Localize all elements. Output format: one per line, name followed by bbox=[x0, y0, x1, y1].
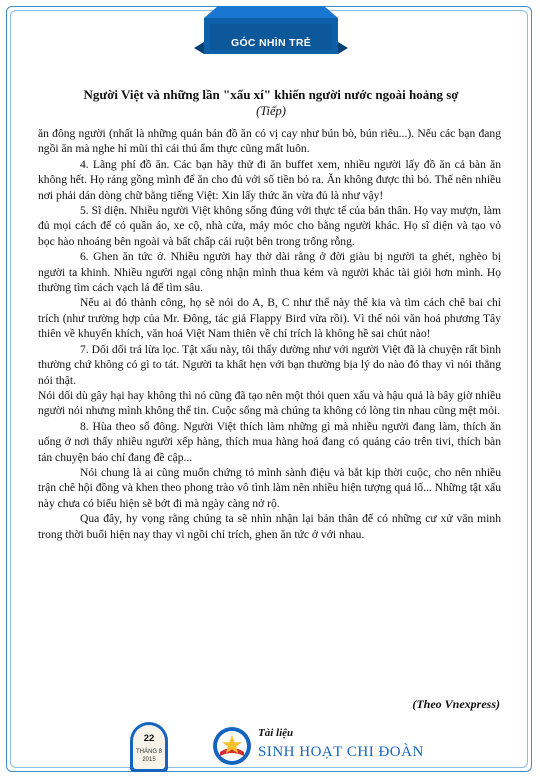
article-paragraph: Nói dối dù gây hại hay không thì nó cũng đã tạo nên một thói quen xấu và hậu quả là bây giờ nhiều người nói nhưng mình không thể tin. Cuộc sống mà chúng ta không có lòng tin nhau cũng mệt mỏi. bbox=[38, 388, 501, 418]
banner-ribbon-icon bbox=[190, 0, 352, 60]
article-title: Người Việt và những lần "xấu xí" khiến người nước ngoài hoảng sợ bbox=[83, 87, 459, 102]
article-paragraph: 5. Sĩ diện. Nhiều người Việt không sống đúng với thực tế của bản thân. Họ vay mượn, làm đủ mọi cách để có quần áo, xe cộ, nhà cửa, máy móc cho bằng người khác. Họ sĩ diện và tạo vỏ bọc hào nhoáng bên ngoài và bất chấp cái ruột bên trong trống rỗng. bbox=[38, 204, 501, 248]
article-paragraph: 7. Dối dối trá lừa lọc. Tật xấu này, tôi thấy dường như với người Việt đã là chuyện rất bình thường chứ không có gì to tát. Người ta khất hẹn với bạn thường bịa lý do nào đó thay vì nói thẳng nói thật. bbox=[38, 342, 501, 387]
article-paragraph: 6. Ghen ăn tức ở. Nhiều người hay thờ dài rằng ở đời giàu bị người ta ghét, nghèo bị người ta khinh. Nhiều người ngại công nhận mình thua kém và người khác tài giỏi hơn mình. Họ thường tìm cách vạch lá để tìm sâu. bbox=[38, 250, 501, 295]
issue-year: 2015 bbox=[142, 757, 156, 763]
article-subtitle: (Tiếp) bbox=[256, 104, 286, 118]
article-body bbox=[38, 126, 501, 542]
page-number-badge bbox=[130, 722, 168, 772]
article-paragraph: Nếu ai đó thành công, họ sẽ nói do A, B, C như thế này thế kia và tìm cách chê bai chỉ trích (như trường hợp của Mr. Đông, tác giả Flappy Bird vừa rồi). Vì thế nói văn hoá phương Tây thiên về khuyến khích, văn hoá Việt Nam thiên về chỉ trích là không hề sai chút nào! bbox=[38, 296, 501, 341]
article-paragraph: 8. Hùa theo số đông. Người Việt thích làm những gì mà nhiều người đang làm, thích ăn uống ở nơi thấy nhiều người xếp hàng, thích mua hàng hoá đang có quảng cáo trên tivi, thích bàn tán chuyện báo chí đang đề cập... bbox=[38, 419, 501, 464]
article-paragraph: Nói chung là ai cũng muốn chứng tỏ mình sành điệu và bắt kịp thời cuộc, cho nên nhiều trận chê hội đồng và khen theo phong trào vô tình làm nên nhiều hiện tượng quá lố... Những tật xấu này chưa có biểu hiện sẽ bớt đi mà ngày càng nở rộ. bbox=[38, 465, 501, 510]
youth-union-emblem-icon bbox=[212, 726, 252, 766]
article-source: (Theo Vnexpress) bbox=[412, 697, 500, 711]
magazine-label: Tài liệu bbox=[258, 727, 294, 739]
section-title: GÓC NHÌN TRẺ bbox=[230, 37, 312, 49]
article-paragraph: ăn đông người (nhất là những quán bán đồ ăn có vị cay như bún bò, bún riêu...). Nếu các bạn đang ngồi ăn mà nghe hỉ mũi thì cái thú ẩm thực cũng mất luôn. bbox=[38, 127, 501, 156]
page-number: 22 bbox=[143, 733, 155, 744]
article-paragraph: Qua đây, hy vọng rằng chúng ta sẽ nhìn nhận lại bản thân để có những cư xử văn minh trong thời buổi hiện nay thay vì ngồi chỉ trích, ghen ăn tức ở với nhau. bbox=[38, 512, 501, 541]
magazine-title: SINH HOẠT CHI ĐOÀN bbox=[258, 744, 424, 760]
section-banner bbox=[190, 0, 352, 60]
issue-month: THÁNG 8 bbox=[135, 749, 162, 755]
article-paragraph: 4. Lãng phí đồ ăn. Các bạn hãy thử đi ăn buffet xem, nhiều người lấy đồ ăn cả bàn ăn không hết. Họ ráng gồng mình để ăn cho đủ với số tiền bỏ ra. Ăn không được thì bỏ. Thế nên nhiều nơi phải dán dòng chữ bằng tiếng Việt: Xin lấy thức ăn vừa đủ là như vậy! bbox=[38, 157, 501, 202]
